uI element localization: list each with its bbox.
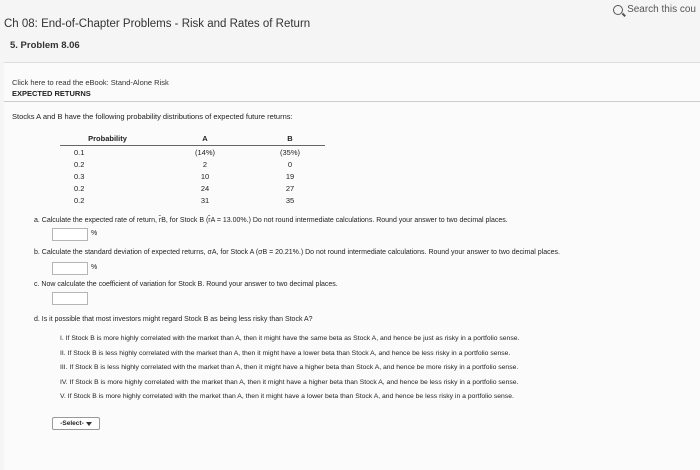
table-row bbox=[60, 183, 325, 195]
cell-probability: 0.2 bbox=[74, 159, 85, 169]
table-row bbox=[60, 195, 325, 207]
cell-b: 27 bbox=[285, 184, 295, 194]
cell-probability: 0.2 bbox=[74, 196, 85, 206]
cell-probability: 0.2 bbox=[74, 184, 85, 194]
question-d: d. Is it possible that most investors might regard Stock B as being less risky than Stock A? bbox=[34, 316, 313, 323]
cell-a: 2 bbox=[202, 159, 208, 169]
percent-unit: % bbox=[91, 264, 98, 271]
question-a: a. Calculate the expected rate of return, r̂B, for Stock B (r̂A = 13.00%.) Do not round intermediate calculations. Round your answer to two decimal places. bbox=[34, 217, 508, 224]
cell-a: 24 bbox=[200, 184, 210, 194]
option-v: V. If Stock B is more highly correlated with the market than A, then it might have a lower beta than Stock A, and hence be less risky in a portfolio sense. bbox=[60, 393, 514, 400]
table-row bbox=[60, 146, 325, 159]
cell-a: 10 bbox=[200, 171, 210, 181]
search-label: Search this cou bbox=[627, 4, 696, 15]
select-label: -Select- bbox=[60, 420, 84, 427]
cell-a: 31 bbox=[200, 196, 210, 206]
content-panel bbox=[4, 62, 700, 470]
option-i: I. If Stock B is more highly correlated with the market than A, then it might have the same beta as Stock A, and hence be just as risky in a portfolio sense. bbox=[60, 335, 520, 342]
column-header-probability: Probability bbox=[60, 132, 155, 146]
cell-b: 19 bbox=[285, 171, 295, 181]
question-c: c. Now calculate the coefficient of variation for Stock B. Round your answer to two decimal places. bbox=[34, 281, 338, 288]
section-title: EXPECTED RETURNS bbox=[12, 89, 91, 98]
cell-a: (14%) bbox=[194, 147, 215, 157]
table-row bbox=[60, 158, 325, 170]
answer-a-input[interactable] bbox=[52, 228, 88, 241]
question-b: b. Calculate the standard deviation of expected returns, σA, for Stock A (σB = 20.21%.) Do not round intermediate calculations. Round your answer to two decimal places. bbox=[34, 249, 560, 256]
option-iv: IV. If Stock B is more highly correlated with the market than A, then it might have a higher beta than Stock A, and hence be less risky in a portfolio sense. bbox=[60, 379, 519, 386]
cell-b: 0 bbox=[287, 159, 293, 169]
page-title: Ch 08: End-of-Chapter Problems - Risk and Rates of Return bbox=[4, 18, 311, 30]
cell-b: (35%) bbox=[279, 147, 300, 157]
answer-b-input[interactable] bbox=[52, 262, 88, 275]
option-ii: II. If Stock B is less highly correlated with the market than A, then it might have a lower beta than Stock A, and hence be less risky in a portfolio sense. bbox=[60, 350, 511, 357]
option-iii: III. If Stock B is less highly correlated with the market than A, then it might have a higher beta than Stock A, and hence be more risky in a portfolio sense. bbox=[60, 364, 519, 371]
intro-text: Stocks A and B have the following probability distributions of expected future returns: bbox=[12, 112, 293, 121]
answer-c-input[interactable] bbox=[52, 292, 88, 305]
column-header-b: B bbox=[255, 132, 325, 146]
cell-probability: 0.1 bbox=[74, 147, 85, 157]
ebook-link[interactable]: Click here to read the eBook: Stand-Alone Risk bbox=[12, 78, 169, 87]
cell-b: 35 bbox=[285, 196, 295, 206]
answer-d-select[interactable] bbox=[52, 417, 100, 430]
chevron-down-icon bbox=[86, 422, 92, 426]
search-box[interactable] bbox=[613, 4, 696, 15]
problem-title: 5. Problem 8.06 bbox=[10, 40, 80, 51]
divider bbox=[4, 101, 700, 102]
percent-unit: % bbox=[91, 230, 98, 237]
table-row bbox=[60, 170, 325, 182]
cell-probability: 0.3 bbox=[74, 171, 85, 181]
probability-table bbox=[60, 132, 325, 207]
column-header-a: A bbox=[155, 132, 255, 146]
search-icon bbox=[613, 5, 623, 15]
